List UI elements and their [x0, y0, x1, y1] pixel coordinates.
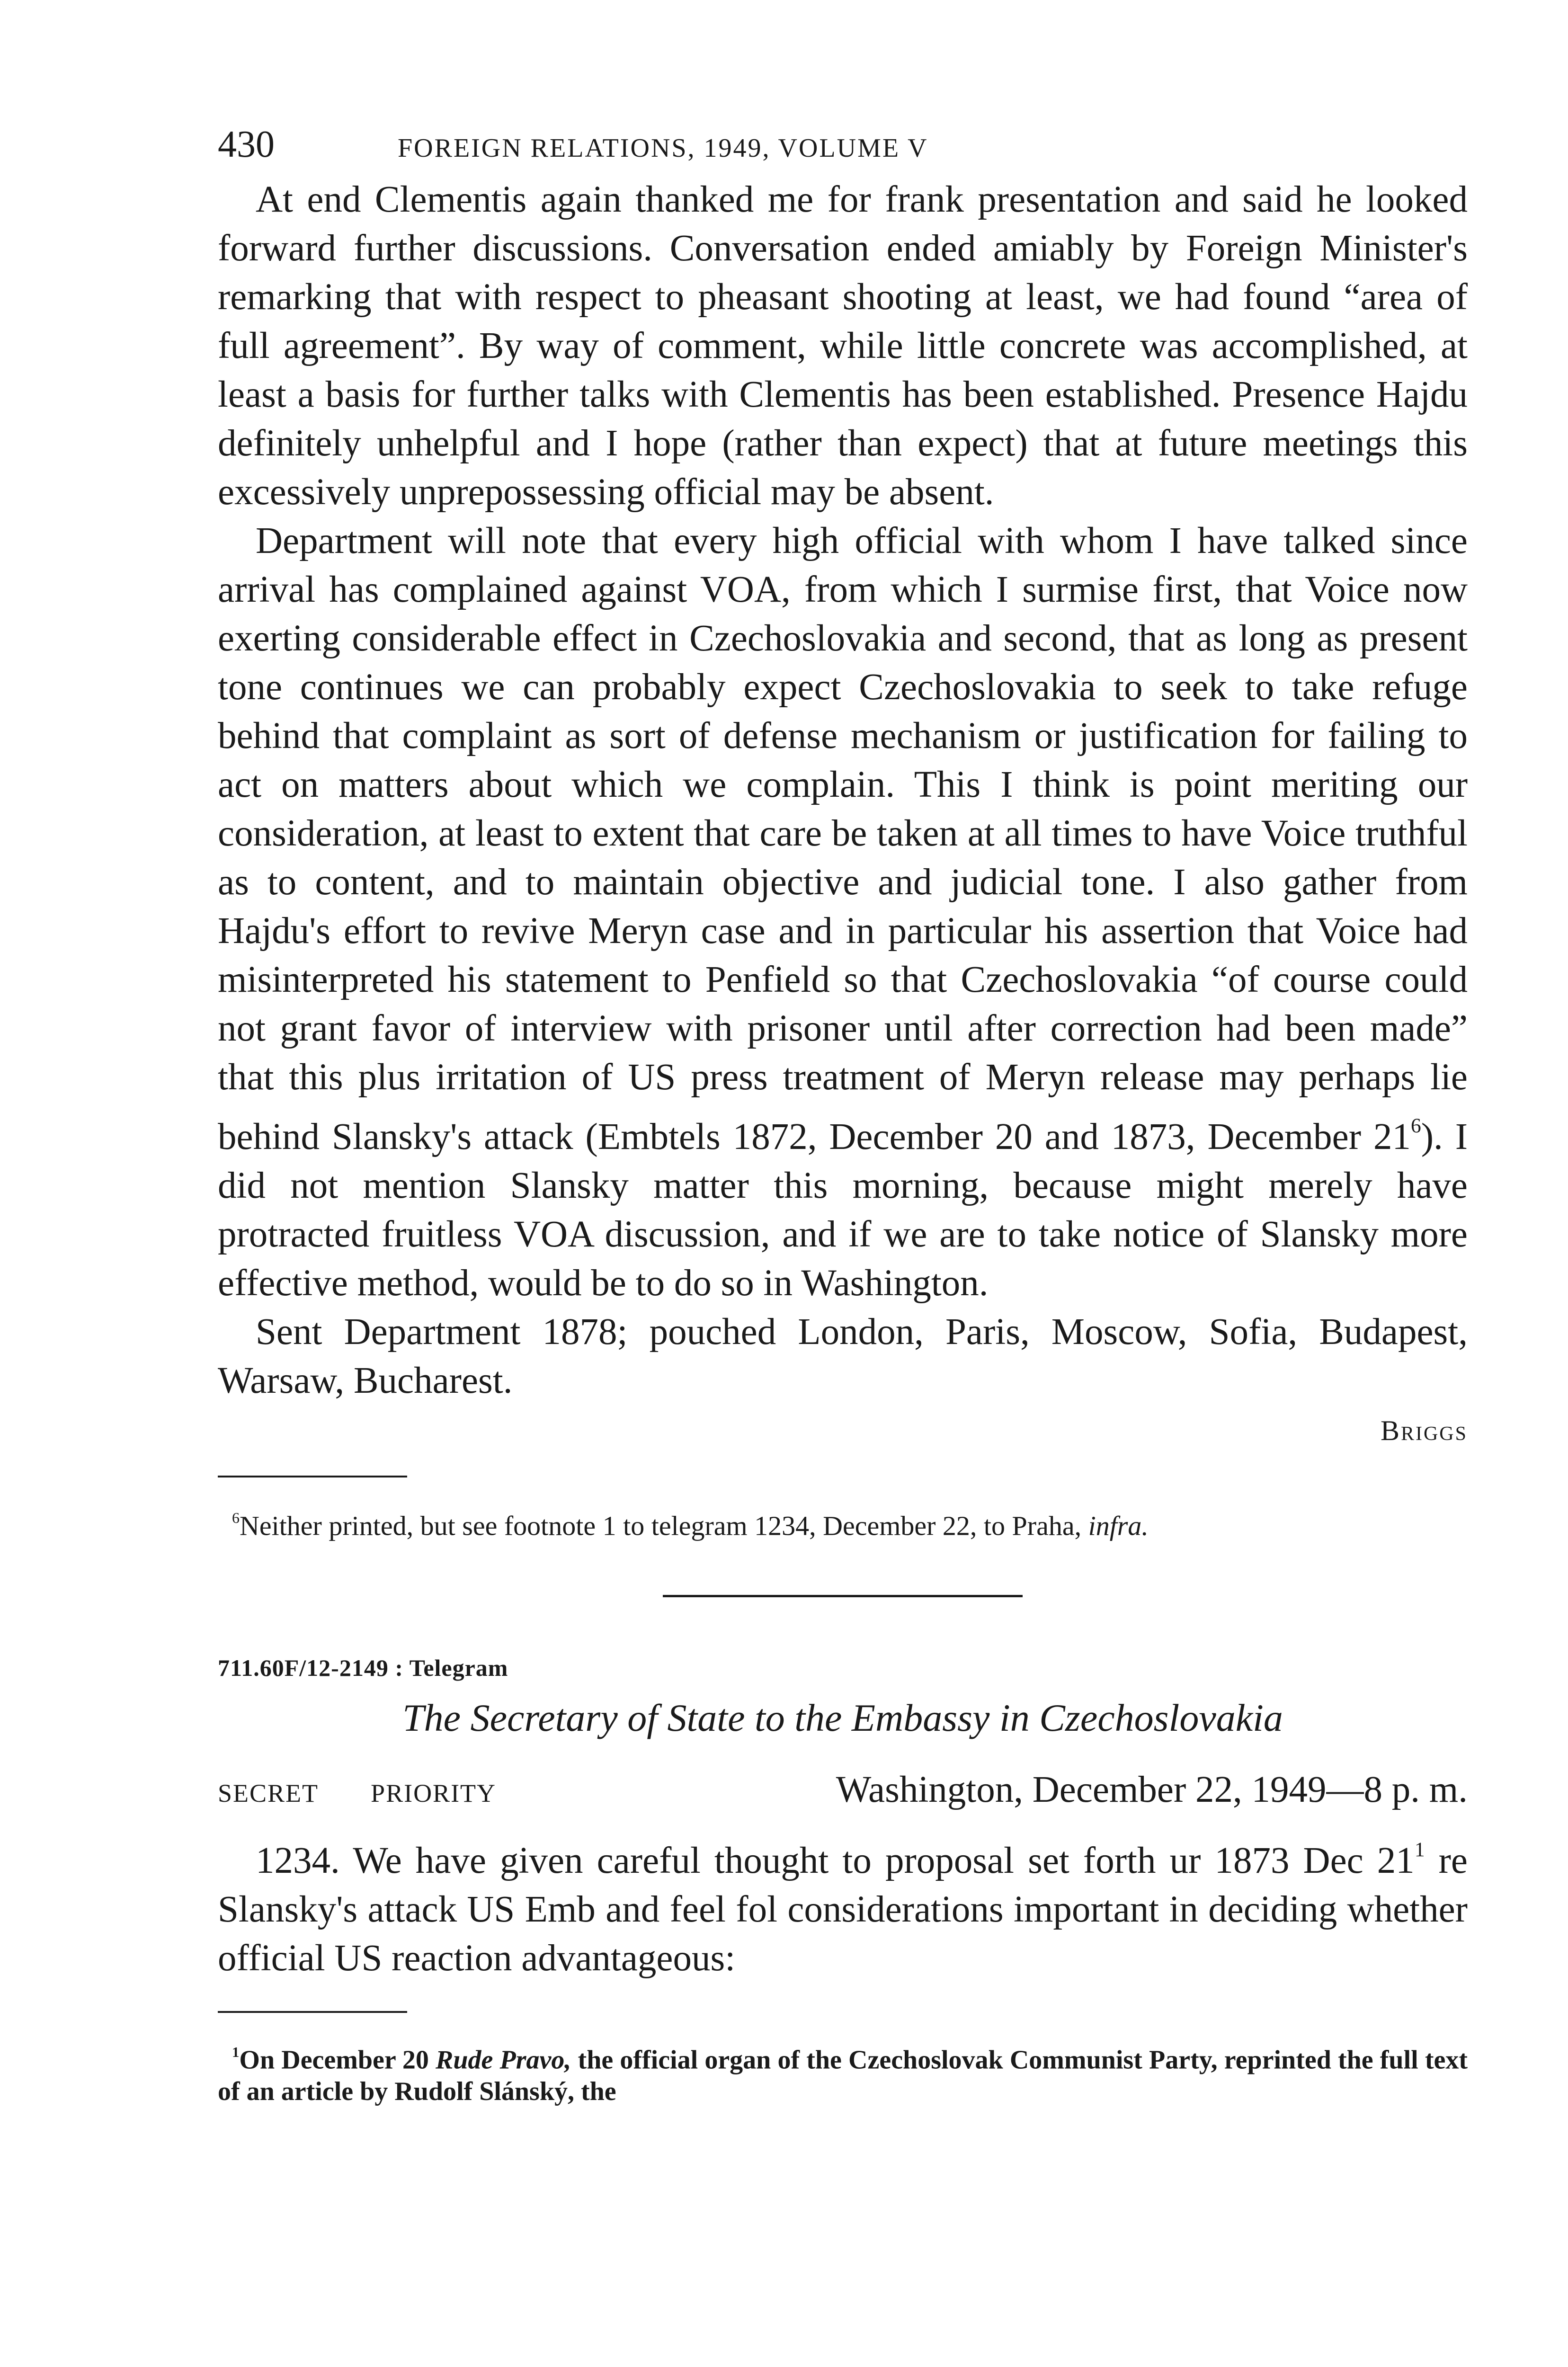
document-page — [218, 123, 1468, 2107]
telegram-body-start: 1234. We have given careful thought to proposal set forth ur 1873 Dec 21 — [256, 1840, 1415, 1882]
telegram-body-end: re Slansky's attack US Emb and feel fol considerations important in deciding whether official US reaction advantageous: — [218, 1840, 1468, 1979]
footnote-reference-6[interactable]: 6 — [1410, 1114, 1421, 1137]
footnote-6-italic: infra. — [1088, 1510, 1149, 1541]
footnote-1-text-start: On December 20 — [239, 2045, 436, 2075]
paragraph-voa-text-end: ). I did not mention Slansky matter this morning, because might merely have protracted fruitless VOA discussion, and if we are to take notice of Slansky more effective method, would be to do so in Washington. — [218, 1116, 1468, 1304]
telegram-header — [218, 1769, 1468, 1811]
signature: Briggs — [1380, 1415, 1468, 1446]
footnote-6-text: Neither printed, but see footnote 1 to telegram 1234, December 22, to Praha, — [239, 1510, 1082, 1541]
telegram-body — [218, 1825, 1468, 1983]
footnote-reference-1[interactable]: 1 — [1414, 1838, 1425, 1861]
footnote-1-italic: Rude Pravo, — [436, 2045, 571, 2075]
running-title: FOREIGN RELATIONS, 1949, VOLUME V — [398, 133, 928, 163]
document-reference: 711.60F/12-2149 : Telegram — [218, 1655, 508, 1682]
document-title: The Secretary of State to the Embassy in Czechoslovakia — [402, 1696, 1283, 1740]
footnote-6-marker: 6 — [232, 1509, 240, 1526]
paragraph-voa-text: Department will note that every high official with whom I have talked since arrival has complained against VOA, from which I surmise first, that Voice now exerting considerable effect in Czechoslovakia and second, that as long as present tone continues we can probably expect Czechoslovakia to seek to take refuge behind that complaint as sort of defense mechanism or justification for failing to act on matters about which we complain. This I think is point meriting our consideration, at least to extent that care be taken at all times to have Voice truthful as to content, and to maintain objective and judicial tone. I also gather from Hajdu's effort to revive Meryn case and in particular his assertion that Voice had misinterpreted his statement to Penfield so that Czechoslovakia “of course could not grant favor of interview with prisoner until after correction had been made” that this plus irritation of US press treatment of Meryn release may perhaps lie behind Slansky's attack (Embtels 1872, December 20 and 1873, December 21 — [218, 520, 1468, 1157]
footnote-6 — [218, 1501, 1468, 1543]
footnote-1 — [218, 2037, 1468, 2107]
priority-label: PRIORITY — [371, 1779, 497, 1808]
classification-label: SECRET — [218, 1779, 319, 1808]
paragraph-clementis-conversation: At end Clementis again thanked me for frank presentation and said he looked forward further discussions. Conversation ended amiably by Foreign Minister's remarking that with respect to pheasant shooting at least, we had found “area of full agreement”. By way of comment, while little concrete was accomplished, at least a basis for further talks with Clementis has been established. Presence Hajdu definitely unhelpful and I hope (rather than expect) that at future meetings this excessively unprepossessing official may be absent. — [218, 179, 1468, 513]
paragraph-voa-complaints — [218, 516, 1468, 1308]
paragraph-distribution: Sent Department 1878; pouched London, Paris, Moscow, Sofia, Budapest, Warsaw, Bucharest. — [218, 1311, 1468, 1401]
footnote-1-marker: 1 — [232, 2044, 240, 2061]
footnote-divider-bottom — [218, 2011, 407, 2013]
running-head — [218, 123, 1468, 175]
footnote-1-text-end: the official organ of the Czechoslovak Communist Party, reprinted the full text of an article by Rudolf Slánský, the — [218, 2045, 1468, 2106]
page-number: 430 — [218, 124, 275, 165]
dateline: Washington, December 22, 1949—8 p. m. — [836, 1769, 1468, 1811]
footnote-divider — [218, 1476, 407, 1477]
section-divider — [663, 1595, 1023, 1597]
